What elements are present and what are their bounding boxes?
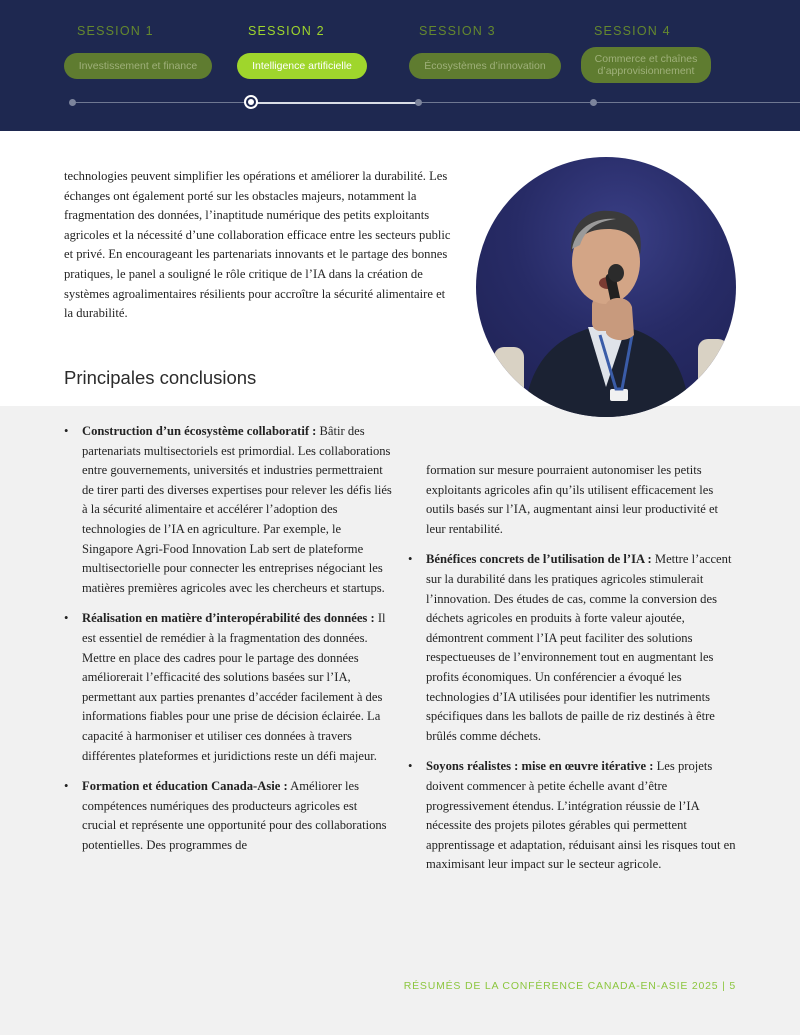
bullet-text: Bâtir des partenariats multisectoriels est primordial. Les collaborations entre gouvernements, universités et industries permettraient de tirer parti des diverses expertises pour relever les défis liés à la sécurité alimentaire et accélérer l’adoption des technologies de l’IA en agriculture. Par exemple, le Singapore Agri-Food Innovation Lab sert de plateforme multisectorielle pour connecter les entreprises négociant les matières premières agricoles avec les chercheurs et startups. [82, 424, 392, 595]
bullet-heading: Construction d’un écosystème collaboratif : [82, 424, 317, 438]
timeline-line-current [251, 102, 419, 104]
bullet-collaborative-ecosystem [64, 422, 394, 598]
bullet-text: Les projets doivent commencer à petite échelle avant d’être progressivement étendus. L’intégration réussie de l’IA nécessite des projets pilotes gérables qui permettent apprentissage et adaptation, réduisant ainsi les risques tout en maximisant leur impact sur le secteur agricole. [426, 759, 736, 872]
timeline-dot-2-active [244, 95, 258, 109]
session-3-label: SESSION 3 [419, 24, 496, 38]
timeline-dot-4 [590, 99, 597, 106]
bullet-text: Mettre l’accent sur la durabilité dans les pratiques agricoles stimulerait l’innovation. Des études de cas, comme la conversion des déchets agricoles en produits à forte valeur ajoutée, démontrent comment l’IA peut faciliter des solutions respectueuses de l’environnement tout en augmentant les profits économiques. Un conférencier a évoqué les technologies d’IA utilisées pour identifier les nutriments spécifiques dans les ballots de paille de riz destinés à être brûlés comme déchets. [426, 552, 732, 743]
bullet-iterative-implementation [408, 757, 738, 875]
bullet-training-education [64, 777, 394, 855]
conclusions-right-column [408, 461, 738, 886]
bullet-text: Améliorer les compétences numériques des producteurs agricoles est crucial et représente une opportunité pour des collaborations potentielles. Des programmes de [82, 779, 387, 852]
page-footer: RÉSUMÉS DE LA CONFÉRENCE CANADA-EN-ASIE 2025 | 5 [403, 980, 736, 992]
timeline-line-future [419, 102, 800, 103]
session-1-label: SESSION 1 [77, 24, 154, 38]
bullet-heading: Formation et éducation Canada-Asie : [82, 779, 288, 794]
intro-paragraph: technologies peuvent simplifier les opérations et améliorer la durabilité. Les échanges ont également porté sur les obstacles majeurs, notamment la fragmentation des données, l’inaptitude numérique des petits exploitants agricoles et la nécessité d’une collaboration efficace entre les secteurs public et privé. En encourageant les partenariats innovants et le partage des bonnes pratiques, le panel a souligné le rôle critique de l’IA dans la création de systèmes agroalimentaires résilients pour accroître la sécurité alimentaire et la durabilité. [64, 169, 451, 321]
timeline-dot-3 [415, 99, 422, 106]
speaker-photo [476, 157, 736, 417]
bullet-heading: Bénéfices concrets de l’utilisation de l’IA : [426, 552, 652, 567]
bullet-continuation: formation sur mesure pourraient autonomiser les petits exploitants agricoles afin qu’ils utilisent efficacement les outils basés sur l’IA, augmentant ainsi leur productivité et leur rentabilité. [426, 463, 719, 536]
bullet-icon: • [408, 552, 413, 567]
session-2-topic-pill[interactable]: Intelligence artificielle [237, 53, 367, 79]
bullet-icon: • [64, 779, 69, 794]
bullet-ai-benefits [408, 550, 738, 746]
speaker-illustration [476, 157, 736, 417]
bullet-icon: • [64, 611, 69, 626]
session-1-topic-pill[interactable]: Investissement et finance [64, 53, 212, 79]
bullet-icon: • [408, 759, 413, 774]
bullet-text: Il est essentiel de remédier à la fragmentation des données. Mettre en place des cadres pour le partage des données améliorerait l’efficacité des solutions basées sur l’IA, permettant aux parties prenantes d’accéder facilement à des informations fiables pour une prise de décision éclairée. La capacité à harmoniser et utiliser ces données à travers différentes plateformes et juridictions reste un défi majeur. [82, 611, 386, 763]
session-3-topic-pill[interactable]: Écosystèmes d’innovation [409, 53, 561, 79]
session-4-label: SESSION 4 [594, 24, 671, 38]
timeline-line-past [72, 102, 252, 103]
bullet-heading: Soyons réalistes : mise en œuvre itérative : [426, 759, 654, 774]
session-4-topic-pill[interactable]: Commerce et chaînes d’approvisionnement [581, 47, 711, 83]
section-title: Principales conclusions [64, 367, 257, 388]
session-header [0, 0, 800, 131]
bullet-data-interoperability [64, 609, 394, 766]
bullet-heading: Réalisation en matière d’interopérabilité des données : [82, 611, 375, 626]
session-2-label: SESSION 2 [248, 24, 325, 38]
timeline-dot-1 [69, 99, 76, 106]
conclusions-left-column [64, 422, 394, 866]
bullet-icon: • [64, 424, 69, 438]
